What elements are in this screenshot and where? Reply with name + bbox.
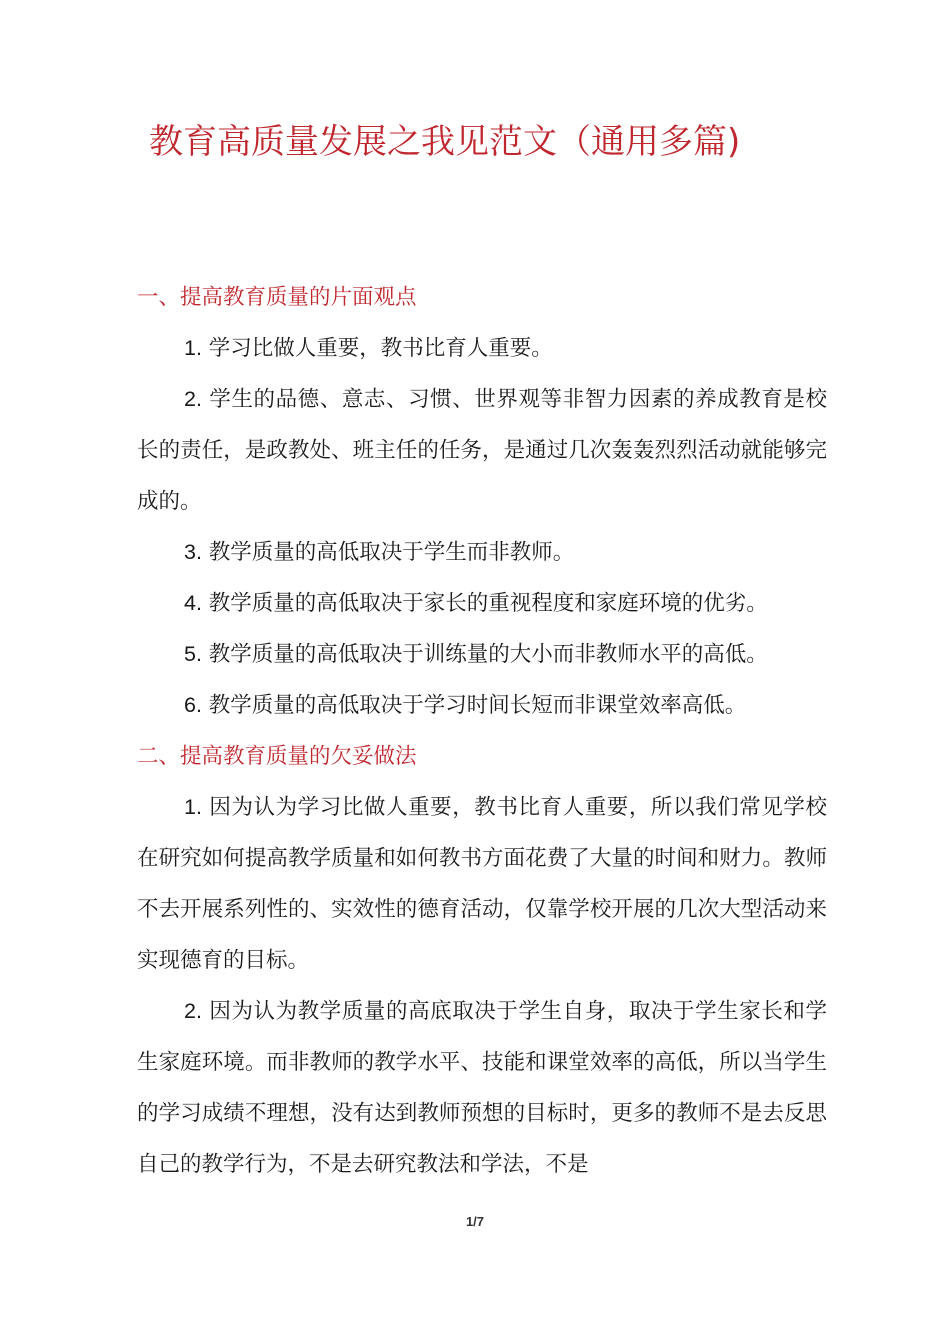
paragraph-number: 5. — [184, 642, 202, 666]
paragraph-number: 1. — [184, 336, 202, 360]
paragraph — [137, 578, 827, 629]
paragraph-number: 1. — [184, 795, 202, 819]
paragraph — [137, 323, 827, 374]
paragraph-text: 学习比做人重要，教书比育人重要。 — [208, 336, 553, 361]
paragraph-text: 教学质量的高低取决于训练量的大小而非教师水平的高低。 — [208, 642, 768, 667]
paragraph-text: 因为认为教学质量的高底取决于学生自身，取决于学生家长和学生家庭环境。而非教师的教学水平、技能和课堂效率的高低，所以当学生的学习成绩不理想，没有达到教师预想的目标时，更多的教师不是去反思自己的教学行为，不是去研究教法和学法，不是 — [137, 999, 827, 1177]
paragraph-text: 学生的品德、意志、习惯、世界观等非智力因素的养成教育是校长的责任，是政教处、班主任的任务，是通过几次轰轰烈烈活动就能够完成的。 — [137, 387, 827, 514]
paragraph-number: 6. — [184, 693, 202, 717]
page-number: 1/7 — [465, 1214, 485, 1229]
document-body — [137, 272, 827, 1190]
paragraph-text: 教学质量的高低取决于学习时间长短而非课堂效率高低。 — [208, 693, 747, 718]
paragraph-number: 4. — [184, 591, 202, 615]
paragraph-text: 因为认为学习比做人重要，教书比育人重要，所以我们常见学校在研究如何提高教学质量和如何教书方面花费了大量的时间和财力。教师不去开展系列性的、实效性的德育活动，仅靠学校开展的几次大型活动来实现德育的目标。 — [137, 795, 827, 973]
paragraph-number: 2. — [184, 387, 202, 411]
paragraph-text: 教学质量的高低取决于家长的重视程度和家庭环境的优劣。 — [208, 591, 768, 616]
section-heading-2: 二、提高教育质量的欠妥做法 — [137, 744, 417, 769]
paragraph — [137, 629, 827, 680]
paragraph — [137, 986, 827, 1190]
paragraph — [137, 782, 827, 986]
paragraph-number: 3. — [184, 540, 202, 564]
paragraph-text: 教学质量的高低取决于学生而非教师。 — [208, 540, 575, 565]
paragraph — [137, 680, 827, 731]
paragraph — [137, 527, 827, 578]
section-heading-1: 一、提高教育质量的片面观点 — [137, 285, 417, 310]
paragraph-number: 2. — [184, 999, 202, 1023]
paragraph — [137, 374, 827, 527]
document-title: 教育高质量发展之我见范文（通用多篇) — [149, 122, 741, 162]
